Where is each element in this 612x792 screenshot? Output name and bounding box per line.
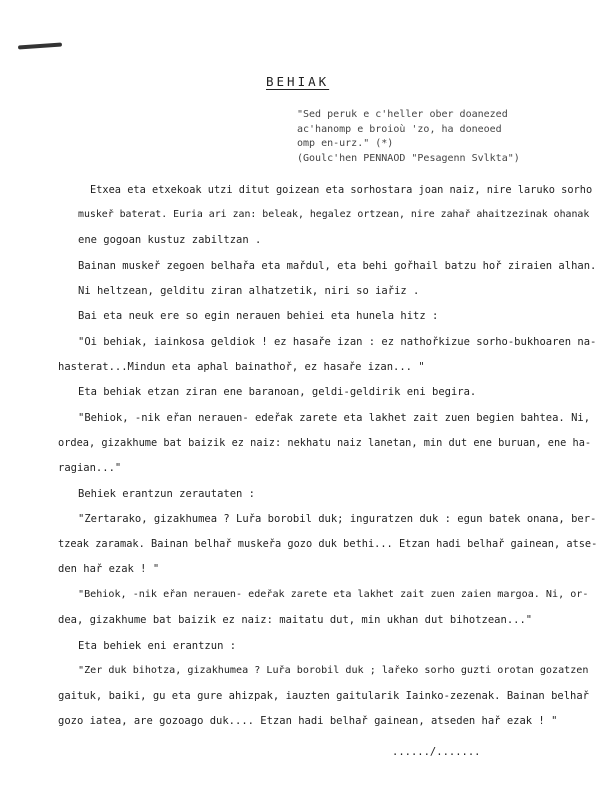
body-line: "Oi behiak, iainkosa geldiok ! ez hasaře izan : ez nathořkizue sorho-bukhoaren na-: [78, 336, 597, 348]
body-line: gaituk, baiki, gu eta gure ahizpak, iauzten gaitularik Iainko-zezenak. Bainan belhař: [58, 690, 590, 702]
body-line: Ni heltzean, gelditu ziran alhatzetik, niri so iařiz .: [78, 285, 420, 297]
body-line: Bainan muskeř zegoen belhařa eta mařdul, eta behi gořhail batzu hoř ziraien alhan.: [78, 260, 597, 272]
body-line: Etxea eta etxekoak utzi ditut goizean eta sorhostara joan naiz, nire laruko sorho: [90, 184, 593, 196]
document-title: BEHIAK: [266, 74, 330, 89]
body-line: ragian...": [58, 462, 122, 474]
body-line: hasterat...Mindun eta aphal bainathoř, ez hasaře izan... ": [58, 361, 425, 373]
body-line: "Behiok, -nik eřan nerauen- edeřak zarete eta lakhet zait zuen zaien margoa. Ni, or-: [78, 589, 589, 600]
body-line: "Zertarako, gizakhumea ? Luřa borobil duk; inguratzen duk : egun batek onana, ber-: [78, 513, 597, 525]
epigraph-line: omp en-urz." (*): [297, 138, 394, 149]
body-line: Behiek erantzun zerautaten :: [78, 488, 256, 500]
body-line: ene gogoan kustuz zabiltzan .: [78, 234, 262, 246]
body-line: muskeř baterat. Euria ari zan: beleak, hegalez ortzean, nire zahař ahaitzezinak ohanak: [78, 209, 590, 220]
body-line: "Zer duk bihotza, gizakhumea ? Luřa borobil duk ; lařeko sorho guzti orotan gozatzen: [78, 665, 589, 676]
body-line: tzeak zaramak. Bainan belhař muskeřa gozo duk bethi... Etzan hadi belhař gainean, atse-: [58, 538, 598, 550]
body-line: gozo iatea, are gozoago duk.... Etzan hadi belhař gainean, atseden hař ezak ! ": [58, 715, 558, 727]
epigraph-quote: [297, 108, 520, 166]
body-line: Eta behiek eni erantzun :: [78, 640, 237, 652]
page-continuation-marker: ....../.......: [392, 746, 481, 758]
epigraph-line: ac'hanomp e broioù 'zo, ha doneoed: [297, 123, 502, 135]
margin-ink-mark: [18, 42, 62, 49]
body-line: dea, gizakhume bat baizik ez naiz: maitatu dut, min ukhan dut bihotzean...": [58, 614, 533, 626]
epigraph-attribution: (Goulc'hen PENNAOD "Pesagenn Svlkta"): [297, 152, 520, 164]
epigraph-line: "Sed peruk e c'heller ober doanezed: [297, 109, 508, 120]
body-line: Bai eta neuk ere so egin nerauen behiei eta hunela hitz :: [78, 310, 439, 322]
body-line: "Behiok, -nik eřan nerauen- edeřak zarete eta lakhet zait zuen begien bahtea. Ni,: [78, 412, 591, 424]
body-line: ordea, gizakhume bat baizik ez naiz: nekhatu naiz lanetan, min dut ene buruan, ene ha-: [58, 437, 592, 449]
body-line: den hař ezak ! ": [58, 563, 160, 575]
body-line: Eta behiak etzan ziran ene baranoan, geldi-geldirik eni begira.: [78, 386, 477, 398]
